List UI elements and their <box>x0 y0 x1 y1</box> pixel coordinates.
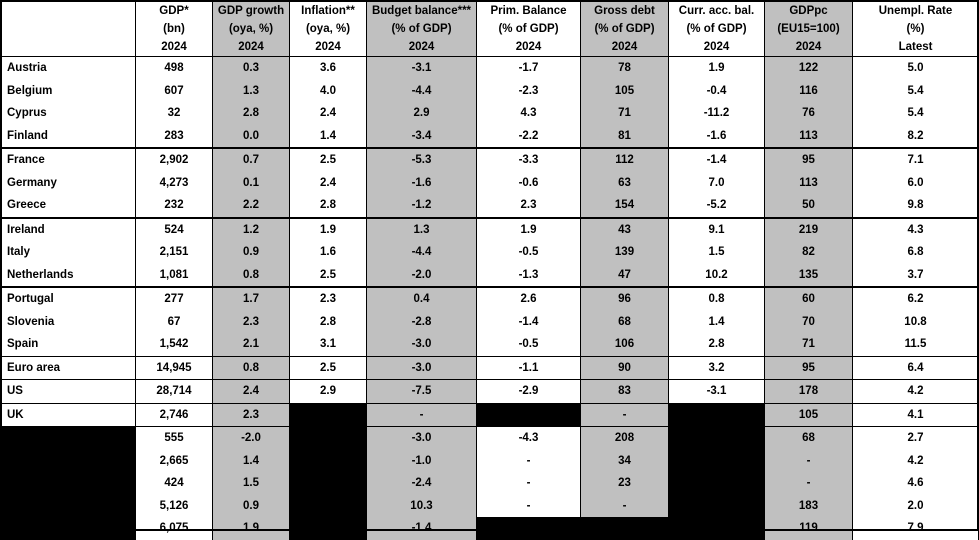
cell-gdp_growth: 0.9 <box>213 241 290 264</box>
cell-budget_balance: -1.4 <box>367 517 477 540</box>
cell-gdp_growth: 2.2 <box>213 194 290 218</box>
cell-country: UK <box>1 403 136 427</box>
cell-prim_balance: -1.7 <box>477 57 581 80</box>
cell-gdppc: 95 <box>765 148 853 172</box>
column-header-gross_debt-title: Gross debt <box>581 0 669 20</box>
cell-budget_balance: 10.3 <box>367 495 477 518</box>
cell-country <box>1 495 136 518</box>
cell-gross_debt: 23 <box>581 472 669 495</box>
table-row <box>1 495 979 518</box>
cell-gdppc: 60 <box>765 287 853 311</box>
column-header-prim_balance-title: Prim. Balance <box>477 0 581 20</box>
cell-gdppc: 76 <box>765 102 853 125</box>
cell-budget_balance: -2.4 <box>367 472 477 495</box>
cell-unemp: 2.0 <box>853 495 979 518</box>
cell-curr_acc: -0.4 <box>669 80 765 103</box>
cell-budget_balance: -1.2 <box>367 194 477 218</box>
cell-budget_balance: -7.5 <box>367 380 477 404</box>
column-header-unemp-title: Unempl. Rate <box>853 0 979 20</box>
cell-inflation <box>290 403 367 427</box>
column-header-country-unit <box>1 20 136 38</box>
cell-prim_balance: 1.9 <box>477 218 581 242</box>
cell-budget_balance: -3.4 <box>367 125 477 149</box>
column-header-prim_balance-unit: (% of GDP) <box>477 20 581 38</box>
cell-country: Cyprus <box>1 102 136 125</box>
cell-country: Portugal <box>1 287 136 311</box>
cell-inflation: 1.9 <box>290 218 367 242</box>
cell-gdp_growth: 2.4 <box>213 380 290 404</box>
cell-gdp_growth: 1.9 <box>213 517 290 540</box>
cell-budget_balance: -4.4 <box>367 80 477 103</box>
cell-gross_debt: 34 <box>581 450 669 473</box>
cell-curr_acc: 9.1 <box>669 218 765 242</box>
column-header-curr_acc-unit: (% of GDP) <box>669 20 765 38</box>
table-row <box>1 403 979 427</box>
cell-prim_balance: - <box>477 450 581 473</box>
column-header-inflation-period: 2024 <box>290 38 367 57</box>
column-header-gdp_growth-period: 2024 <box>213 38 290 57</box>
cell-unemp: 4.6 <box>853 472 979 495</box>
cell-country: Greece <box>1 194 136 218</box>
column-header-gdppc-title: GDPpc <box>765 0 853 20</box>
cell-curr_acc: 3.2 <box>669 356 765 380</box>
cell-gross_debt: 47 <box>581 264 669 288</box>
cell-gdp: 2,665 <box>136 450 213 473</box>
cell-gross_debt: 208 <box>581 427 669 450</box>
cell-gross_debt: 106 <box>581 333 669 356</box>
cell-gdppc: 113 <box>765 172 853 195</box>
cell-gdp: 2,902 <box>136 148 213 172</box>
cell-gdp: 28,714 <box>136 380 213 404</box>
cell-gdp_growth: 0.8 <box>213 264 290 288</box>
cell-gdppc: 219 <box>765 218 853 242</box>
cell-gross_debt: - <box>581 403 669 427</box>
cell-budget_balance: -3.0 <box>367 333 477 356</box>
cell-unemp: 5.4 <box>853 102 979 125</box>
column-header-inflation-title: Inflation** <box>290 0 367 20</box>
cell-gdppc: 68 <box>765 427 853 450</box>
cell-gdppc: 116 <box>765 80 853 103</box>
cell-gdp: 67 <box>136 311 213 334</box>
cell-gdppc: 50 <box>765 194 853 218</box>
cell-inflation: 3.1 <box>290 333 367 356</box>
cell-inflation: 2.4 <box>290 102 367 125</box>
table-row <box>1 125 979 149</box>
cell-gdp: 607 <box>136 80 213 103</box>
cell-inflation <box>290 427 367 450</box>
cell-unemp: 4.3 <box>853 218 979 242</box>
cell-country: Euro area <box>1 356 136 380</box>
cell-inflation <box>290 450 367 473</box>
cell-gdp_growth: 2.3 <box>213 311 290 334</box>
table-row <box>1 450 979 473</box>
cell-country <box>1 427 136 450</box>
cell-gross_debt: 105 <box>581 80 669 103</box>
cell-budget_balance: -2.8 <box>367 311 477 334</box>
table-row <box>1 194 979 218</box>
column-header-gdppc-unit: (EU15=100) <box>765 20 853 38</box>
cell-country: Spain <box>1 333 136 356</box>
cell-budget_balance: 1.3 <box>367 218 477 242</box>
cell-gdppc: 95 <box>765 356 853 380</box>
cell-budget_balance: - <box>367 403 477 427</box>
table-row <box>1 148 979 172</box>
cell-country: Ireland <box>1 218 136 242</box>
cell-curr_acc: -5.2 <box>669 194 765 218</box>
column-header-gdp_growth-unit: (oya, %) <box>213 20 290 38</box>
cell-prim_balance: 2.6 <box>477 287 581 311</box>
cell-budget_balance: -2.0 <box>367 264 477 288</box>
cell-unemp: 6.4 <box>853 356 979 380</box>
table-row <box>1 57 979 80</box>
cell-country: Finland <box>1 125 136 149</box>
cell-unemp: 4.2 <box>853 380 979 404</box>
column-header-gross_debt-period: 2024 <box>581 38 669 57</box>
cell-gross_debt: 71 <box>581 102 669 125</box>
cell-gdp: 2,151 <box>136 241 213 264</box>
cell-gdp: 5,126 <box>136 495 213 518</box>
cell-prim_balance: -2.3 <box>477 80 581 103</box>
cell-curr_acc <box>669 427 765 450</box>
cell-gdppc: 71 <box>765 333 853 356</box>
cell-gross_debt: 78 <box>581 57 669 80</box>
cell-gdp_growth: 1.2 <box>213 218 290 242</box>
column-header-gdp-title: GDP* <box>136 0 213 20</box>
cell-gdp: 277 <box>136 287 213 311</box>
table-row <box>1 427 979 450</box>
cell-inflation: 2.8 <box>290 311 367 334</box>
cell-unemp: 5.0 <box>853 57 979 80</box>
cell-country: Slovenia <box>1 311 136 334</box>
cell-inflation: 2.5 <box>290 148 367 172</box>
cell-gross_debt: 68 <box>581 311 669 334</box>
cell-gross_debt: - <box>581 495 669 518</box>
cell-curr_acc: 1.9 <box>669 57 765 80</box>
cell-gdp_growth: 0.8 <box>213 356 290 380</box>
cell-gross_debt: 63 <box>581 172 669 195</box>
table-row <box>1 333 979 356</box>
table-row <box>1 380 979 404</box>
table-row <box>1 102 979 125</box>
cell-gdp_growth: 1.4 <box>213 450 290 473</box>
cell-prim_balance <box>477 403 581 427</box>
cell-budget_balance: -1.6 <box>367 172 477 195</box>
cell-gdp_growth: 0.1 <box>213 172 290 195</box>
cell-curr_acc <box>669 517 765 540</box>
cell-unemp: 6.2 <box>853 287 979 311</box>
cell-curr_acc: 7.0 <box>669 172 765 195</box>
cell-curr_acc: 2.8 <box>669 333 765 356</box>
column-header-gdppc-period: 2024 <box>765 38 853 57</box>
cell-gdp: 283 <box>136 125 213 149</box>
cell-country: France <box>1 148 136 172</box>
cell-gdppc: 70 <box>765 311 853 334</box>
cell-prim_balance <box>477 517 581 540</box>
cell-curr_acc: 10.2 <box>669 264 765 288</box>
cell-gdppc: 135 <box>765 264 853 288</box>
cell-gdp_growth: 0.3 <box>213 57 290 80</box>
cell-gdp: 555 <box>136 427 213 450</box>
cell-gross_debt: 139 <box>581 241 669 264</box>
column-header-gdp-period: 2024 <box>136 38 213 57</box>
cell-curr_acc: -1.6 <box>669 125 765 149</box>
cell-prim_balance: 2.3 <box>477 194 581 218</box>
table-header <box>1 0 979 57</box>
column-header-budget_balance-unit: (% of GDP) <box>367 20 477 38</box>
table-row <box>1 172 979 195</box>
cell-curr_acc <box>669 472 765 495</box>
cell-gross_debt: 43 <box>581 218 669 242</box>
table-row <box>1 472 979 495</box>
cell-budget_balance: -5.3 <box>367 148 477 172</box>
cell-unemp: 4.2 <box>853 450 979 473</box>
table-row <box>1 311 979 334</box>
cell-inflation: 4.0 <box>290 80 367 103</box>
column-header-country-period <box>1 38 136 57</box>
cell-gdppc: 105 <box>765 403 853 427</box>
column-header-country-title <box>1 0 136 20</box>
cell-gdppc: 178 <box>765 380 853 404</box>
cell-gdppc: 119 <box>765 517 853 540</box>
cell-gdppc: - <box>765 450 853 473</box>
column-header-budget_balance-title: Budget balance*** <box>367 0 477 20</box>
cell-inflation <box>290 495 367 518</box>
column-header-inflation-unit: (oya, %) <box>290 20 367 38</box>
cell-gdp: 32 <box>136 102 213 125</box>
cell-inflation: 2.9 <box>290 380 367 404</box>
cell-country: US <box>1 380 136 404</box>
column-header-curr_acc-period: 2024 <box>669 38 765 57</box>
cell-unemp: 10.8 <box>853 311 979 334</box>
cell-gdp_growth: 1.3 <box>213 80 290 103</box>
column-header-gross_debt-unit: (% of GDP) <box>581 20 669 38</box>
cell-gdp: 1,081 <box>136 264 213 288</box>
cell-unemp: 5.4 <box>853 80 979 103</box>
cell-gross_debt <box>581 517 669 540</box>
cell-gdp_growth: -2.0 <box>213 427 290 450</box>
cell-inflation: 2.8 <box>290 194 367 218</box>
column-header-gdp-unit: (bn) <box>136 20 213 38</box>
cell-budget_balance: -1.0 <box>367 450 477 473</box>
cell-gross_debt: 96 <box>581 287 669 311</box>
cell-prim_balance: -2.9 <box>477 380 581 404</box>
cell-gross_debt: 83 <box>581 380 669 404</box>
column-header-curr_acc-title: Curr. acc. bal. <box>669 0 765 20</box>
table-row <box>1 356 979 380</box>
column-header-unemp-unit: (%) <box>853 20 979 38</box>
cell-prim_balance: -0.6 <box>477 172 581 195</box>
cell-inflation: 2.4 <box>290 172 367 195</box>
cell-gdppc: 122 <box>765 57 853 80</box>
cell-unemp: 9.8 <box>853 194 979 218</box>
column-header-unemp-period: Latest <box>853 38 979 57</box>
cell-curr_acc <box>669 450 765 473</box>
cell-prim_balance: - <box>477 472 581 495</box>
cell-prim_balance: -1.3 <box>477 264 581 288</box>
cell-unemp: 8.2 <box>853 125 979 149</box>
cell-inflation <box>290 517 367 540</box>
cell-prim_balance: -0.5 <box>477 333 581 356</box>
cell-gdppc: 183 <box>765 495 853 518</box>
cell-prim_balance: -1.4 <box>477 311 581 334</box>
cell-gdp_growth: 0.7 <box>213 148 290 172</box>
cell-gdp_growth: 2.8 <box>213 102 290 125</box>
cell-gdp: 1,542 <box>136 333 213 356</box>
cell-prim_balance: -0.5 <box>477 241 581 264</box>
table-row <box>1 218 979 242</box>
cell-budget_balance: 0.4 <box>367 287 477 311</box>
cell-prim_balance: - <box>477 495 581 518</box>
cell-unemp: 7.9 <box>853 517 979 540</box>
column-header-budget_balance-period: 2024 <box>367 38 477 57</box>
cell-gdp: 424 <box>136 472 213 495</box>
cell-gdp: 232 <box>136 194 213 218</box>
cell-country: Netherlands <box>1 264 136 288</box>
cell-curr_acc <box>669 403 765 427</box>
cell-gross_debt: 90 <box>581 356 669 380</box>
cell-prim_balance: -4.3 <box>477 427 581 450</box>
cell-curr_acc <box>669 495 765 518</box>
cell-inflation: 1.6 <box>290 241 367 264</box>
cell-gross_debt: 112 <box>581 148 669 172</box>
column-header-prim_balance-period: 2024 <box>477 38 581 57</box>
header-row-title <box>1 0 979 20</box>
cell-gdp: 14,945 <box>136 356 213 380</box>
cell-gdp: 2,746 <box>136 403 213 427</box>
cell-inflation: 2.5 <box>290 356 367 380</box>
cell-curr_acc: -11.2 <box>669 102 765 125</box>
cell-gdp: 498 <box>136 57 213 80</box>
cell-gdp_growth: 0.0 <box>213 125 290 149</box>
cell-inflation: 3.6 <box>290 57 367 80</box>
cell-curr_acc: 1.4 <box>669 311 765 334</box>
cell-country: Austria <box>1 57 136 80</box>
table-body <box>1 57 979 540</box>
cell-country: Belgium <box>1 80 136 103</box>
cell-country: Germany <box>1 172 136 195</box>
cell-country <box>1 472 136 495</box>
table-row <box>1 80 979 103</box>
cell-gdppc: 82 <box>765 241 853 264</box>
cell-gdp: 6,075 <box>136 517 213 540</box>
cell-curr_acc: -3.1 <box>669 380 765 404</box>
cell-unemp: 6.8 <box>853 241 979 264</box>
cell-prim_balance: 4.3 <box>477 102 581 125</box>
table-row <box>1 517 979 540</box>
cell-gdp_growth: 2.3 <box>213 403 290 427</box>
table-row <box>1 264 979 288</box>
cell-country: Italy <box>1 241 136 264</box>
cell-budget_balance: -3.0 <box>367 356 477 380</box>
cell-gross_debt: 154 <box>581 194 669 218</box>
cell-unemp: 6.0 <box>853 172 979 195</box>
cell-gdp_growth: 2.1 <box>213 333 290 356</box>
cell-country <box>1 450 136 473</box>
cell-gdppc: - <box>765 472 853 495</box>
header-row-period <box>1 38 979 57</box>
cell-unemp: 2.7 <box>853 427 979 450</box>
table-row <box>1 241 979 264</box>
cell-inflation: 2.5 <box>290 264 367 288</box>
cell-inflation: 2.3 <box>290 287 367 311</box>
cell-curr_acc: 0.8 <box>669 287 765 311</box>
cell-unemp: 3.7 <box>853 264 979 288</box>
cell-inflation <box>290 472 367 495</box>
cell-budget_balance: -4.4 <box>367 241 477 264</box>
cell-gdp: 4,273 <box>136 172 213 195</box>
table-row <box>1 287 979 311</box>
cell-prim_balance: -3.3 <box>477 148 581 172</box>
cell-prim_balance: -1.1 <box>477 356 581 380</box>
cell-gdp_growth: 0.9 <box>213 495 290 518</box>
cell-inflation: 1.4 <box>290 125 367 149</box>
cell-gross_debt: 81 <box>581 125 669 149</box>
cell-gdp_growth: 1.5 <box>213 472 290 495</box>
cell-unemp: 11.5 <box>853 333 979 356</box>
cell-prim_balance: -2.2 <box>477 125 581 149</box>
cell-curr_acc: -1.4 <box>669 148 765 172</box>
cell-gdp_growth: 1.7 <box>213 287 290 311</box>
cell-budget_balance: 2.9 <box>367 102 477 125</box>
cell-budget_balance: -3.1 <box>367 57 477 80</box>
cell-gdp: 524 <box>136 218 213 242</box>
cell-unemp: 7.1 <box>853 148 979 172</box>
column-header-gdp_growth-title: GDP growth <box>213 0 290 20</box>
cell-country <box>1 517 136 540</box>
cell-unemp: 4.1 <box>853 403 979 427</box>
header-row-unit <box>1 20 979 38</box>
cell-gdppc: 113 <box>765 125 853 149</box>
cell-budget_balance: -3.0 <box>367 427 477 450</box>
cell-curr_acc: 1.5 <box>669 241 765 264</box>
